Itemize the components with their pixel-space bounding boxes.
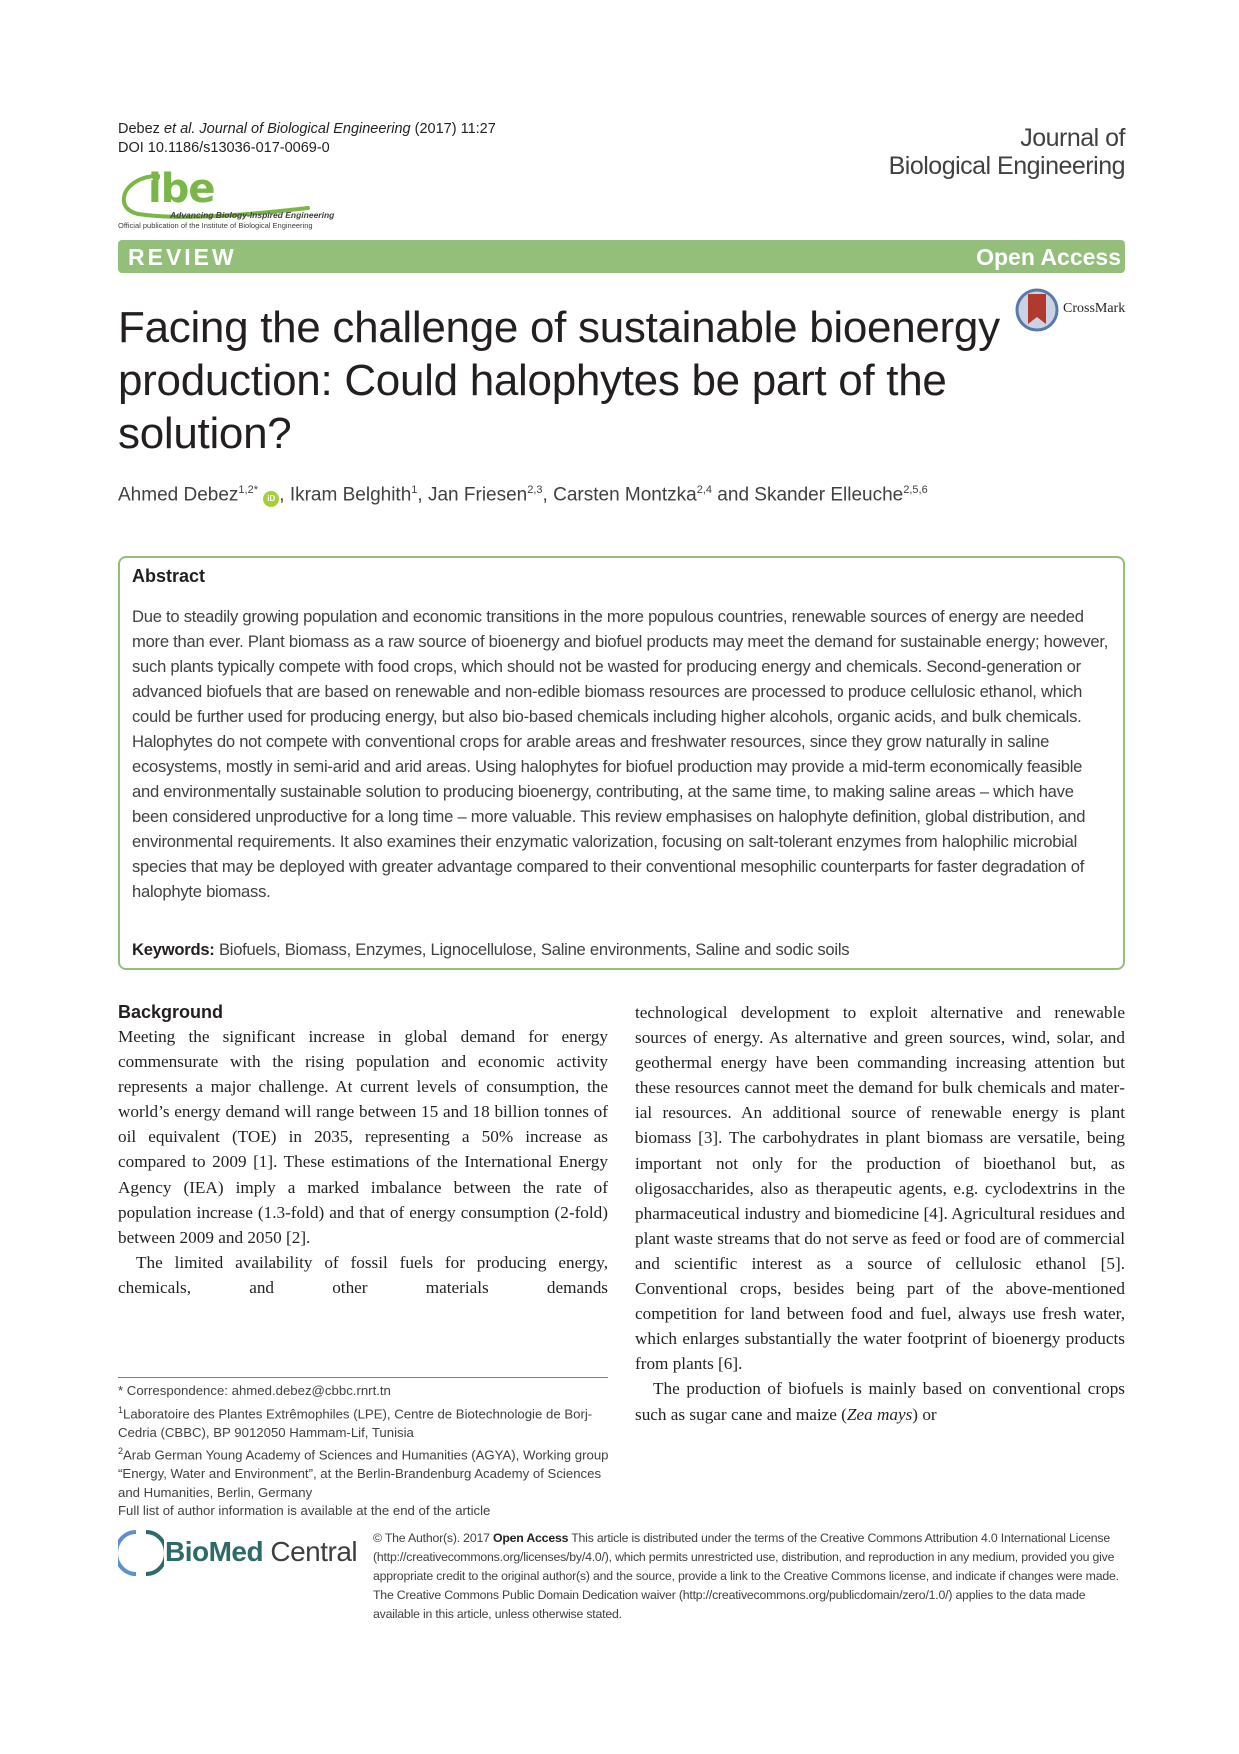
abstract-heading: Abstract: [132, 566, 206, 586]
journal-name: Journal of Biological Engineering: [888, 124, 1125, 180]
affiliation-1: $^1$Laboratoire des Plantes Extrêmophiles (LPE), Centre de Biotechnologie de Borj-Cedria (CBBC), BP 9012050 Hammam-Lif, Tunisia: [118, 1404, 593, 1440]
body-paragraph: The limited availability of fossil fuels for producing energy, chemicals, and other materials demands: [118, 1252, 608, 1297]
author-name[interactable]: Ahmed Debez: [118, 484, 239, 506]
license-text: © The Author(s). 2017 Open Access This article is distributed under the terms of the Creative Commons Attribution 4.0 International License (http://creativecommons.org/licenses/by/4.0/), which permits unrestricted use, distribution, and reproduction in any medium, provided you give appropriate credit to the original author(s) and the source, provide a link to the Creative Commons license, and indicate if changes were made. The Creative Commons Public Domain Dedication waiver (http://creativecommons.org/publicdomain/zero/1.0/) applies to the data made available in this article, unless otherwise stated.: [373, 1531, 1119, 1621]
doi: DOI 10.1186/s13036-017-0069-0: [118, 140, 330, 156]
body-paragraph: technological development to exploit alternative and renewable sources of energy. As alternative and green sources, wind, solar, and geothermal energy have been commanding increasing attention but these resources cannot meet the demand for bulk chemicals and material resources. An additional source of renewable energy is plant biomass [3]. The carbohydrates in plant biomass are versatile, being important not only for the production of bioethanol but, as oligosaccharides, also as therapeutic agents, e.g. cyclodextrins in the pharmaceutical industry and biomedicine [4]. Agricultural residues and plant waste streams that do not serve as feed or food are of commercial and scientific interest as a source of cellulosic ethanol [5]. Conventional crops, besides being part of the above-mentioned competition for land between food and fuel, always use fresh water, which enlarges substantially the water footprint of bioenergy products from plants [6].: [635, 1003, 1125, 1374]
article-title: Facing the challenge of sustainable bioenergy production: Could halophytes be part of the solution?: [118, 303, 1000, 458]
ibe-logo-subtitle: Official publication of the Institute of Biological Engineering: [118, 221, 313, 230]
full-author-info-note: Full list of author information is available at the end of the article: [118, 1503, 491, 1519]
author-name[interactable]: Jan Friesen: [427, 484, 528, 506]
crossmark-label[interactable]: CrossMark: [1063, 301, 1126, 316]
citation-line: Debez et al. Journal of Biological Engineering (2017) 11:27: [118, 121, 496, 137]
section-heading-background: Background: [118, 1002, 224, 1022]
author-affiliation: 2,5,6: [903, 484, 928, 496]
crossmark-icon[interactable]: [1015, 288, 1059, 332]
biomed-central-logo-icon: [118, 1528, 164, 1578]
footnotes: [118, 1382, 610, 1521]
ibe-logo-word: ibe: [148, 166, 215, 212]
author-name[interactable]: Carsten Montzka: [553, 484, 697, 506]
publisher-name: BioMed Central: [165, 1536, 358, 1567]
author-affiliation: 1,2*: [238, 484, 258, 496]
author-affiliation: 2,3: [527, 484, 543, 496]
author-name[interactable]: Skander Elleuche: [754, 484, 904, 506]
affiliation-2: $^2$Arab German Young Academy of Sciences and Humanities (AGYA), Working group “Energy, Water and Environment”, at the Berlin-Brandenburg Academy of Sciences and Humanities, Berlin, Germany: [118, 1446, 609, 1500]
author-affiliation: 2,4: [696, 484, 713, 496]
ibe-logo-tagline: Advancing Biology-Inspired Engineering: [170, 210, 335, 220]
body-paragraph: The production of biofuels is mainly based on conventional crops such as sugar cane and maize (Zea mays) or: [635, 1379, 1125, 1424]
correspondence[interactable]: * Correspondence: ahmed.debez@cbbc.rnrt.tn: [118, 1383, 391, 1398]
citation-journal: Journal of Biological Engineering: [195, 121, 411, 137]
body-paragraph: Meeting the significant increase in global demand for energy commensurate with the rising population and economic activity represents a major challenge. At current levels of consumption, the world’s energy demand will range between 15 and 18 billion tonnes of oil equivalent (TOE) in 2035, representing a 50% increase as compared to 2009 [1]. These estimations of the International Energy Agency (IEA) imply a marked imbalance between the rate of population increase (1.3-fold) and that of energy consumption (2-fold) between 2009 and 2050 [2].: [118, 1027, 608, 1247]
article-type-bar: [118, 240, 1125, 273]
orcid-icon[interactable]: iD: [263, 491, 279, 507]
abstract-text: Due to steadily growing population and economic transitions in the more populous countries, renewable sources of energy are needed more than ever. Plant biomass as a raw source of bioenergy and biofuel products may meet the demand for sustainable energy; however, such plants typically compete with food crops, which should not be wasted for producing energy and chemicals. Second-generation or advanced biofuels that are based on renewable and non-edible biomass resources are processed to produce cellulosic ethanol, which could be further used for producing energy, but also bio-based chemicals including higher alcohols, organic acids, and bulk chemicals. Halophytes do not compete with conventional crops for arable areas and freshwater resources, since they grow naturally in saline ecosystems, mostly in semi-arid and arid areas. Using halophytes for biofuel production may provide a mid-term economically feasible and environmentally sustainable solution to producing bioenergy, contributing, at the same time, to making saline areas – which have been considered unproductive for a long time – more valuable. This review emphasises on halophyte definition, global distribution, and environmental requirements. It also examines their enzymatic valorization, focusing on salt-tolerant enzymes from halophilic microbial species that may be deployed with greater advantage compared to their conventional mesophilic counterparts for faster degradation of halophyte biomass.: [132, 607, 1109, 901]
citation-header: [118, 120, 496, 158]
keywords-list: Biofuels, Biomass, Enzymes, Lignocellulose, Saline environments, Saline and sodic soils: [214, 940, 850, 959]
author-name[interactable]: Ikram Belghith: [289, 484, 412, 506]
author-affiliation: 1: [411, 484, 418, 496]
keywords: [132, 940, 1110, 960]
author-list: Ahmed Debez$^{1,2*}$ iD , Ikram Belghith$^1$, Jan Friesen$^{2,3}$, Carsten Montzka$^{2,4}$ and Skander Elleuche$^{2,5,6}$: [118, 484, 928, 506]
article-type-label: REVIEW: [128, 244, 237, 270]
footnote-divider: [118, 1377, 608, 1378]
keywords-label: Keywords:: [132, 940, 215, 959]
body-column-right: [635, 1000, 1125, 1427]
open-access-label: Open Access: [976, 244, 1121, 270]
body-column-left: [118, 1000, 608, 1300]
